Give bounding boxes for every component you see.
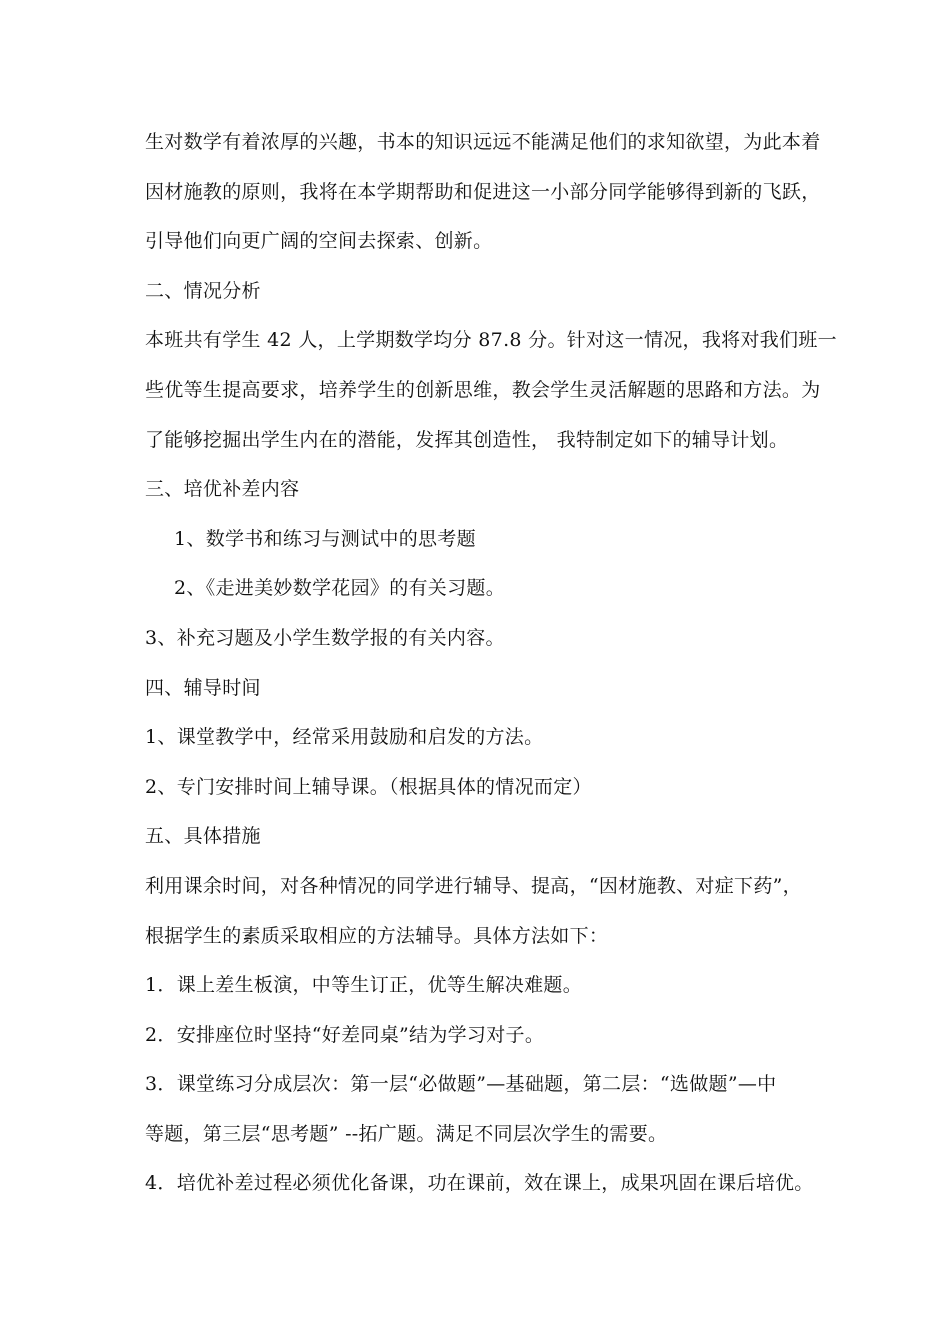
paragraph-line: 因材施教的原则，我将在本学期帮助和促进这一小部分同学能够得到新的飞跃， [145, 180, 821, 203]
paragraph-line: 利用课余时间，对各种情况的同学进行辅导、提高，“因材施教、对症下药”， [145, 874, 802, 897]
section-heading: 五、具体措施 [145, 825, 261, 848]
list-item: 4．培优补差过程必须优化备课，功在课前，效在课上，成果巩固在课后培优。 [145, 1172, 814, 1195]
document-body [145, 118, 837, 1209]
paragraph-line: 引导他们向更广阔的空间去探索、创新。 [145, 230, 493, 253]
paragraph-line: 根据学生的素质采取相应的方法辅导。具体方法如下： [145, 924, 609, 947]
section-heading: 三、培优补差内容 [145, 478, 300, 501]
section-heading: 四、辅导时间 [145, 676, 261, 699]
list-item: 1、数学书和练习与测试中的思考题 [174, 527, 476, 550]
paragraph-line: 生对数学有着浓厚的兴趣，书本的知识远远不能满足他们的求知欲望，为此本着 [145, 131, 821, 153]
section-heading: 二、情况分析 [145, 279, 261, 302]
paragraph-line: 本班共有学生 42 人，上学期数学均分 87.8 分。针对这一情况，我将对我们班一 [145, 329, 837, 352]
list-item: 3．课堂练习分成层次：第一层“必做题”—基础题，第二层：“选做题”—中 [145, 1073, 777, 1096]
list-item: 3、补充习题及小学生数学报的有关内容。 [145, 626, 505, 649]
paragraph-line: 些优等生提高要求，培养学生的创新思维，教会学生灵活解题的思路和方法。为 [145, 378, 821, 401]
list-item: 2．安排座位时坚持“好差同桌”结为学习对子。 [145, 1023, 545, 1046]
paragraph-line: 等题，第三层“思考题” --拓广题。满足不同层次学生的需要。 [145, 1122, 668, 1145]
list-item: 2、《走进美妙数学花园》的有关习题。 [174, 577, 505, 600]
list-item: 2、专门安排时间上辅导课。（根据具体的情况而定） [145, 775, 592, 798]
paragraph-line: 了能够挖掘出学生内在的潜能，发挥其创造性， 我特制定如下的辅导计划。 [145, 428, 789, 451]
list-item: 1．课上差生板演，中等生订正，优等生解决难题。 [145, 974, 582, 997]
list-item: 1、课堂教学中，经常采用鼓励和启发的方法。 [145, 726, 544, 749]
